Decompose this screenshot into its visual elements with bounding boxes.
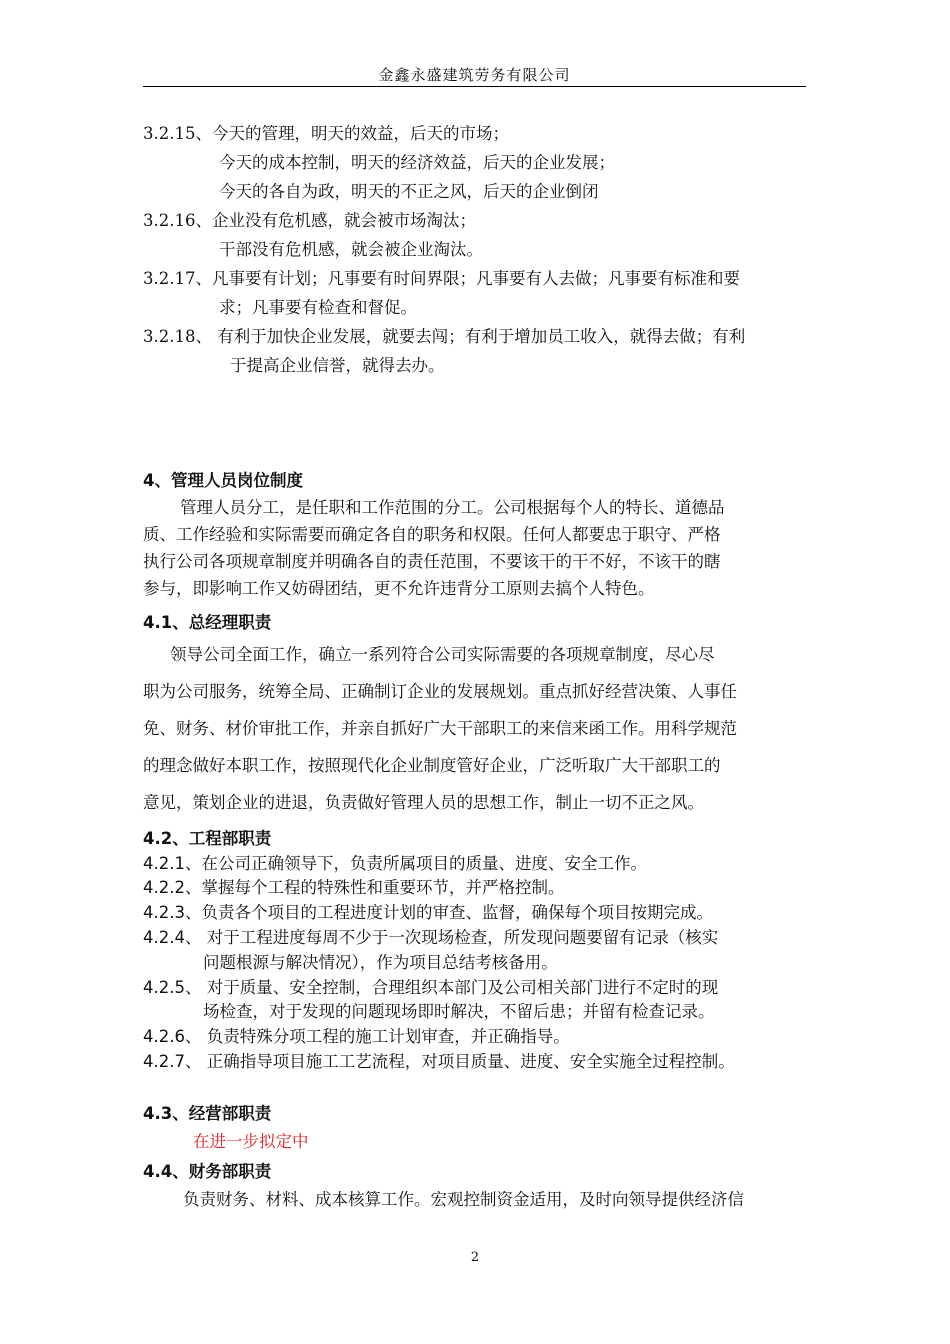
- item-4-2-5-line2: 场检查，对于发现的问题现场即时解决，不留后患；并留有检查记录。: [203, 1002, 715, 1021]
- item-4-2-3: 4.2.3、负责各个项目的工程进度计划的审查、监督，确保每个项目按期完成。: [143, 903, 713, 922]
- section-4-1-para-line4: 的理念做好本职工作，按照现代化企业制度管好企业，广泛听取广大干部职工的: [143, 756, 721, 775]
- section-4-heading: 4、管理人员岗位制度: [143, 471, 303, 490]
- clause-3-2-18-line2: 于提高企业信誉，就得去办。: [230, 356, 445, 375]
- clause-3-2-16: 3.2.16、企业没有危机感，就会被市场淘汰；: [143, 211, 476, 230]
- running-header: 金鑫永盛建筑劳务有限公司: [378, 66, 571, 84]
- clause-3-2-15-line2: 今天的成本控制，明天的经济效益，后天的企业发展；: [219, 153, 615, 172]
- section-4-3-heading: 4.3、经营部职责: [143, 1104, 272, 1123]
- section-4-1-heading: 4.1、总经理职责: [143, 613, 272, 632]
- section-4-1-para-line5: 意见，策划企业的进退，负责做好管理人员的思想工作，制止一切不正之风。: [143, 793, 704, 812]
- section-4-1-para-line3: 免、财务、材价审批工作，并亲自抓好广大干部职工的来信来函工作。用科学规范: [143, 719, 737, 738]
- section-4-para-line4: 参与，即影响工作又妨碍团结，更不允许违背分工原则去搞个人特色。: [143, 579, 655, 598]
- clause-3-2-15-line3: 今天的各自为政，明天的不正之风，后天的企业倒闭: [219, 182, 599, 201]
- clause-3-2-17: 3.2.17、凡事要有计划；凡事要有时间界限；凡事要有人去做；凡事要有标准和要: [143, 269, 740, 288]
- section-4-para-line3: 执行公司各项规章制度并明确各自的责任范围，不要该干的干不好，不该干的瞎: [143, 552, 721, 571]
- page-number: 2: [470, 1250, 480, 1265]
- section-4-para-line2: 质、工作经验和实际需要而确定各自的职务和权限。任何人都要忠于职守、严格: [143, 525, 721, 544]
- section-4-1-para-line2: 职为公司服务，统筹全局、正确制订企业的发展规划。重点抓好经营决策、人事任: [143, 682, 737, 701]
- clause-3-2-16-line2: 干部没有危机感，就会被企业淘汰。: [219, 240, 483, 259]
- header-rule: [143, 86, 806, 87]
- section-4-4-para-line1: 负责财务、材料、成本核算工作。宏观控制资金适用，及时向领导提供经济信: [183, 1190, 744, 1209]
- section-4-4-heading: 4.4、财务部职责: [143, 1162, 272, 1181]
- item-4-2-4: 4.2.4、 对于工程进度每周不少于一次现场检查，所发现问题要留有记录（核实: [143, 928, 719, 947]
- section-4-3-draft-note: 在进一步拟定中: [193, 1132, 309, 1151]
- clause-3-2-18: 3.2.18、 有利于加快企业发展，就要去闯；有利于增加员工收入，就得去做；有利: [143, 327, 746, 346]
- item-4-2-5: 4.2.5、 对于质量、安全控制，合理组织本部门及公司相关部门进行不定时的现: [143, 978, 719, 997]
- item-4-2-7: 4.2.7、 正确指导项目施工工艺流程，对项目质量、进度、安全实施全过程控制。: [143, 1052, 735, 1071]
- item-4-2-6: 4.2.6、 负责特殊分项工程的施工计划审查，并正确指导。: [143, 1027, 570, 1046]
- item-4-2-1: 4.2.1、在公司正确领导下，负责所属项目的质量、进度、安全工作。: [143, 854, 647, 873]
- section-4-para-line1: 管理人员分工，是任职和工作范围的分工。公司根据每个人的特长、道德品: [180, 498, 725, 517]
- section-4-1-para-line1: 领导公司全面工作，确立一系列符合公司实际需要的各项规章制度，尽心尽: [170, 645, 715, 664]
- clause-3-2-15: 3.2.15、今天的管理，明天的效益，后天的市场；: [143, 124, 509, 143]
- clause-3-2-17-line2: 求；凡事要有检查和督促。: [219, 298, 417, 317]
- item-4-2-4-line2: 问题根源与解决情况），作为项目总结考核备用。: [203, 953, 558, 972]
- section-4-2-heading: 4.2、工程部职责: [143, 829, 272, 848]
- item-4-2-2: 4.2.2、掌握每个工程的特殊性和重要环节，并严格控制。: [143, 878, 565, 897]
